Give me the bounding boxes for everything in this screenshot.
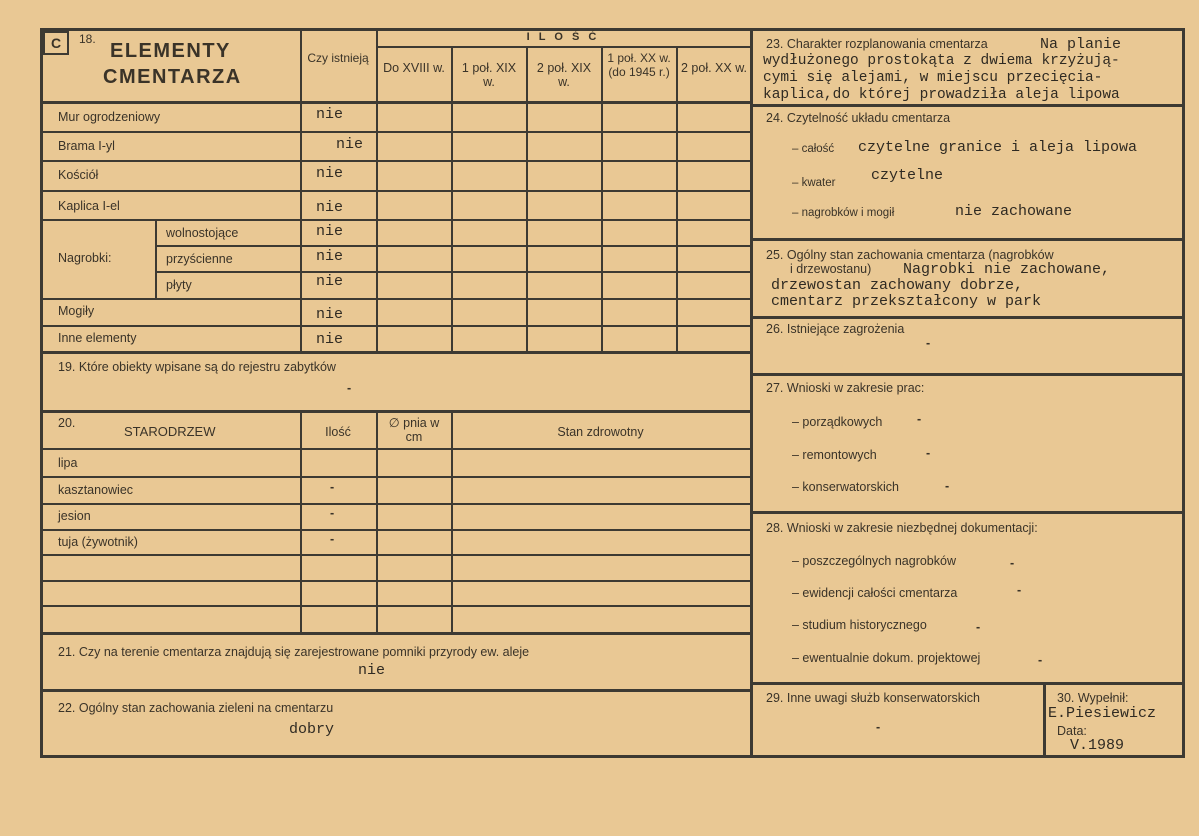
section-label: 24. Czytelność układu cmentarza xyxy=(766,111,951,125)
section-value-line: Na planie xyxy=(1040,36,1122,53)
grid-line xyxy=(40,410,750,413)
grid-line xyxy=(155,219,157,299)
row-label: Kościół xyxy=(58,168,99,182)
item-label: – konserwatorskich xyxy=(792,480,899,494)
tree-name: lipa xyxy=(58,456,78,470)
item-label: – ewidencji całości cmentarza xyxy=(792,586,958,600)
grid-line xyxy=(750,104,1185,107)
ilosc-header: I L O Ś Ć xyxy=(526,31,600,43)
tree-name: jesion xyxy=(58,509,91,523)
tree-qty: - xyxy=(330,532,335,546)
row-value: nie xyxy=(316,306,344,323)
grid-line xyxy=(750,682,1185,685)
tree-name: tuja (żywotnik) xyxy=(58,535,138,549)
section-value-line: cymi się alejami, w miejscu przecięcia- xyxy=(763,70,1103,86)
grid-line xyxy=(750,316,1185,319)
grid-line xyxy=(376,46,750,48)
item-label: – kwater xyxy=(792,177,836,189)
grid-line xyxy=(750,238,1185,241)
grid-line xyxy=(155,271,750,273)
section-number: 20. xyxy=(58,416,76,430)
date-value: V.1989 xyxy=(1070,737,1125,754)
section-value-line: Nagrobki nie zachowane, xyxy=(903,261,1111,278)
exists-header: Czy istnieją xyxy=(307,51,369,65)
section-label: 28. Wnioski w zakresie niezbędnej dokumentacji: xyxy=(766,521,1038,535)
row-label: Brama I-yl xyxy=(58,139,115,153)
card-letter: C xyxy=(43,31,69,55)
grid-line xyxy=(451,47,453,352)
tree-name: kasztanowiec xyxy=(58,483,134,497)
row-value: nie xyxy=(316,106,344,123)
grid-line xyxy=(40,325,750,327)
row-label: wolnostojące xyxy=(166,226,239,240)
nagrobki-label: Nagrobki: xyxy=(58,251,112,265)
item-value: - xyxy=(1038,653,1043,667)
section-title: STARODRZEW xyxy=(124,424,216,439)
grid-line xyxy=(40,219,750,221)
section-label: 26. Istniejące zagrożenia xyxy=(766,322,905,336)
section-label: 27. Wnioski w zakresie prac: xyxy=(766,381,925,395)
column-divider xyxy=(750,28,753,758)
section-number: 18. xyxy=(79,32,96,46)
section-value-line: wydłużonego prostokąta z dwiema krzyżują- xyxy=(763,53,1120,69)
grid-line xyxy=(40,554,750,556)
section-value: - xyxy=(876,720,881,734)
item-label: – poszczególnych nagrobków xyxy=(792,554,956,568)
item-value: - xyxy=(976,620,981,634)
filled-by-name: E.Piesiewicz xyxy=(1048,705,1157,722)
row-label: przyścienne xyxy=(166,252,233,266)
grid-line xyxy=(676,47,678,352)
section-label: i drzewostanu) xyxy=(790,262,872,276)
grid-line xyxy=(40,503,750,505)
tree-qty: - xyxy=(330,506,335,520)
row-value: nie xyxy=(316,199,344,216)
row-value: nie xyxy=(336,136,364,153)
grid-line xyxy=(750,373,1185,376)
grid-line xyxy=(40,448,750,450)
item-value: czytelne granice i aleja lipowa xyxy=(858,139,1138,156)
grid-line xyxy=(601,47,603,352)
section-label: 22. Ogólny stan zachowania zieleni na cmentarzu xyxy=(58,701,334,715)
row-label: Inne elementy xyxy=(58,331,137,345)
section-label: 21. Czy na terenie cmentarza znajdują się zarejestrowane pomniki przyrody ew. aleje xyxy=(58,645,530,659)
grid-line xyxy=(526,47,528,352)
item-value: - xyxy=(1017,583,1022,597)
grid-line xyxy=(451,410,453,632)
section-label: 25. Ogólny stan zachowania cmentarza (nagrobków xyxy=(766,248,1054,262)
grid-line xyxy=(40,131,750,133)
section-value: - xyxy=(926,336,931,350)
section-label: 30. Wypełnił: xyxy=(1057,691,1129,705)
tree-qty: - xyxy=(330,480,335,494)
row-value: nie xyxy=(316,273,344,290)
period-header: 1 poł. XX w. (do 1945 r.) xyxy=(607,51,671,79)
grid-line xyxy=(40,101,750,104)
section-value-line: kaplica,do której prowadziła aleja lipowa xyxy=(763,87,1120,103)
section-title: ELEMENTY xyxy=(110,40,231,62)
section-title: CMENTARZA xyxy=(103,66,242,88)
period-header: 2 poł. XX w. xyxy=(681,61,748,75)
item-label: – porządkowych xyxy=(792,415,883,429)
grid-line xyxy=(376,410,378,632)
grid-line xyxy=(40,351,750,354)
grid-line xyxy=(1043,682,1046,758)
row-value: nie xyxy=(316,223,344,240)
section-label: 29. Inne uwagi służb konserwatorskich xyxy=(766,691,981,705)
item-value: nie zachowane xyxy=(955,203,1073,220)
grid-line xyxy=(40,632,750,635)
item-label: – remontowych xyxy=(792,448,877,462)
row-value: nie xyxy=(316,331,344,348)
grid-line xyxy=(40,298,750,300)
period-header: Do XVIII w. xyxy=(383,61,445,75)
row-label: Kaplica I-el xyxy=(58,199,120,213)
grid-line xyxy=(40,190,750,192)
grid-line xyxy=(155,245,750,247)
item-label: – studium historycznego xyxy=(792,618,927,632)
grid-line xyxy=(40,580,750,582)
grid-line xyxy=(40,689,750,692)
column-header: Ilość xyxy=(325,425,351,439)
item-value: czytelne xyxy=(871,167,944,184)
row-label: Mogiły xyxy=(58,304,95,318)
row-label: Mur ogrodzeniowy xyxy=(58,110,161,124)
section-value: nie xyxy=(358,662,386,679)
row-value: nie xyxy=(316,248,344,265)
column-header: ∅ pnia w cm xyxy=(388,416,440,445)
item-value: - xyxy=(926,446,931,460)
section-label: 19. Które obiekty wpisane są do rejestru zabytków xyxy=(58,360,336,374)
column-header: Stan zdrowotny xyxy=(557,425,644,439)
item-label: – ewentualnie dokum. projektowej xyxy=(792,651,981,665)
item-value: - xyxy=(945,479,950,493)
period-header: 1 poł. XIX w. xyxy=(461,61,517,90)
grid-line xyxy=(40,605,750,607)
item-label: – całość xyxy=(792,143,835,155)
grid-line xyxy=(40,160,750,162)
item-value: - xyxy=(1010,556,1015,570)
row-value: nie xyxy=(316,165,344,182)
item-value: - xyxy=(917,412,922,426)
grid-line xyxy=(300,410,302,632)
section-value-line: drzewostan zachowany dobrze, xyxy=(771,277,1024,294)
grid-line xyxy=(40,529,750,531)
period-header: 2 poł. XIX w. xyxy=(536,61,592,90)
row-label: płyty xyxy=(166,278,192,292)
item-label: – nagrobków i mogił xyxy=(792,207,895,219)
grid-line xyxy=(750,511,1185,514)
section-value: - xyxy=(347,381,352,395)
date-label: Data: xyxy=(1057,724,1087,738)
grid-line xyxy=(40,476,750,478)
section-value-line: cmentarz przekształcony w park xyxy=(771,293,1042,310)
section-value: dobry xyxy=(289,721,335,738)
section-label: 23. Charakter rozplanowania cmentarza xyxy=(766,37,988,51)
